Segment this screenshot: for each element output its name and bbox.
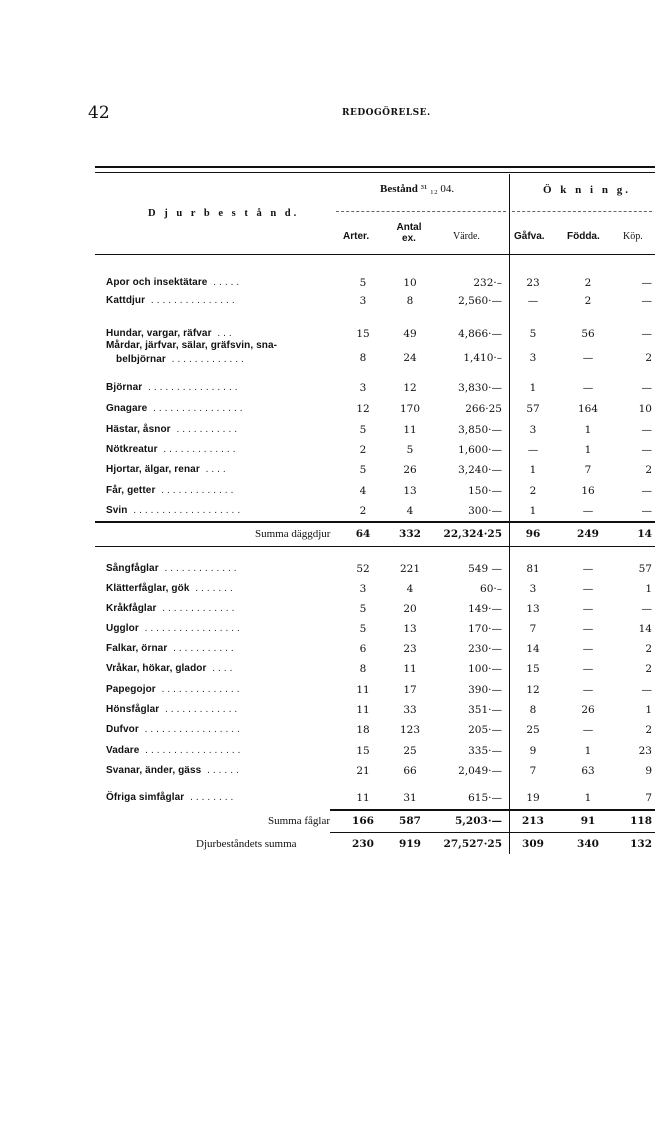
mammal-row-antal: 170 <box>399 403 421 415</box>
table-row <box>0 622 672 640</box>
mammal-row-varde: 300·— <box>468 505 502 517</box>
mammal-row-antal: 26 <box>403 464 417 476</box>
mammal-row-fodda: — <box>582 382 594 394</box>
bird-row-varde: 615·— <box>468 792 502 804</box>
mammal-row-fodda: — <box>582 352 594 364</box>
mammal-row-kop: 10 <box>638 403 652 415</box>
mammal-row-kop: 2 <box>645 464 652 476</box>
bird-row-varde: 230·— <box>468 643 502 655</box>
stock-date: ³¹ ₁₂ 04. <box>420 183 455 195</box>
mammal-row-gafva: 57 <box>526 403 540 415</box>
table-row <box>0 381 672 399</box>
mammal-row-varde: 4,866·— <box>458 328 502 340</box>
mammal-row-gafva: 1 <box>529 505 537 517</box>
mammal-row-fodda: 56 <box>581 328 595 340</box>
bird-row-varde: 549 — <box>468 563 502 575</box>
bird-row-antal: 17 <box>403 684 417 696</box>
table-row <box>0 791 672 809</box>
mammal-row-varde: 3,830·— <box>458 382 502 394</box>
total-arter: 230 <box>352 838 374 850</box>
birds-sum-row <box>0 814 672 832</box>
table-row <box>0 443 672 461</box>
mammal-row-antal: 24 <box>403 352 417 364</box>
table-row <box>0 402 672 420</box>
bird-row-gafva: 14 <box>526 643 540 655</box>
bird-row-kop: 23 <box>638 745 652 757</box>
bird-row-gafva: 8 <box>529 704 537 716</box>
bird-row-arter: 6 <box>359 643 367 655</box>
mammals-sum-rule <box>95 521 655 523</box>
bird-row-arter: 8 <box>359 663 367 675</box>
bird-row-antal: 13 <box>403 623 417 635</box>
bird-row-fodda: 26 <box>581 704 595 716</box>
mammal-row-antal: 5 <box>406 444 414 456</box>
table-row <box>0 423 672 441</box>
bird-row-gafva: 3 <box>529 583 537 595</box>
total-gafva: 309 <box>522 838 544 850</box>
table-row <box>0 327 672 345</box>
bird-row-antal: 31 <box>403 792 417 804</box>
bird-row-fodda: — <box>582 603 594 615</box>
mammal-row-arter: 2 <box>359 444 367 456</box>
mammal-row-varde: 266·25 <box>465 403 502 415</box>
bird-row-name: Vråkar, hökar, glador .... <box>106 663 236 674</box>
mammal-row-fodda: 1 <box>584 424 592 436</box>
table-top-rule-thin <box>95 172 655 173</box>
mammal-row-kop: — <box>641 505 652 517</box>
bird-row-fodda: — <box>582 623 594 635</box>
mammal-row-varde: 150·— <box>468 485 502 497</box>
mammal-row-gafva: — <box>527 295 539 307</box>
birds-sum-kop: 118 <box>630 815 652 827</box>
bird-row-name: Papegojor .............. <box>106 684 243 695</box>
page-number: 42 <box>88 103 110 123</box>
total-label: Djurbeståndets summa <box>196 838 297 850</box>
mammal-row-gafva: 1 <box>529 464 537 476</box>
mammal-row-gafva: — <box>527 444 539 456</box>
bird-row-varde: 149·— <box>468 603 502 615</box>
mammal-row-name: Svin ................... <box>106 505 244 516</box>
bird-row-arter: 11 <box>356 704 370 716</box>
table-row <box>0 562 672 580</box>
table-row <box>0 723 672 741</box>
mammal-row-kop: — <box>641 444 652 456</box>
mammal-row-gafva: 3 <box>529 424 537 436</box>
total-row <box>0 837 672 855</box>
mammal-row-varde: 232·– <box>473 277 502 289</box>
table-row <box>0 683 672 701</box>
bird-row-kop: 1 <box>645 704 652 716</box>
bird-row-arter: 52 <box>356 563 370 575</box>
total-kop: 132 <box>630 838 652 850</box>
bird-row-kop: — <box>641 684 652 696</box>
bird-row-varde: 335·— <box>468 745 502 757</box>
mammal-row-antal: 11 <box>403 424 417 436</box>
birds-sum-antal: 587 <box>399 815 421 827</box>
bird-row-name: Falkar, örnar ........... <box>106 643 237 654</box>
table-row <box>0 484 672 502</box>
bird-row-gafva: 7 <box>529 765 537 777</box>
bird-row-gafva: 19 <box>526 792 540 804</box>
mammals-sum-arter: 64 <box>355 528 371 540</box>
mammal-row-gafva: 23 <box>526 277 540 289</box>
mammal-row-varde: 3,240·— <box>458 464 502 476</box>
mammal-row-antal: 12 <box>403 382 417 394</box>
mammal-row-arter: 12 <box>356 403 370 415</box>
bird-row-arter: 18 <box>356 724 370 736</box>
bird-row-arter: 15 <box>356 745 370 757</box>
birds-sum-bottom-rule <box>330 832 655 833</box>
bird-row-fodda: — <box>582 684 594 696</box>
bird-row-kop: 57 <box>638 563 652 575</box>
mammal-row-kop: — <box>641 277 652 289</box>
col-kop: Köp. <box>623 231 643 242</box>
bird-row-arter: 5 <box>359 623 367 635</box>
mammals-sum-bottom-rule <box>95 546 655 547</box>
birds-sum-label: Summa fåglar <box>268 815 331 827</box>
bird-row-kop: 1 <box>645 583 652 595</box>
bird-row-fodda: — <box>582 563 594 575</box>
mammal-row-gafva: 2 <box>529 485 537 497</box>
mammal-row-kop: — <box>641 485 652 497</box>
birds-sum-rule <box>330 809 655 811</box>
bird-row-antal: 25 <box>403 745 417 757</box>
mammal-row-varde: 1,600·— <box>458 444 502 456</box>
bird-row-fodda: — <box>582 724 594 736</box>
bird-row-kop: 2 <box>645 724 652 736</box>
col-antal: Antal ex. <box>396 222 422 244</box>
bird-row-antal: 11 <box>403 663 417 675</box>
table-row <box>0 744 672 762</box>
col-gafva: Gåfva. <box>514 231 545 242</box>
table-top-rule <box>95 166 655 168</box>
mammal-row-arter: 4 <box>359 485 367 497</box>
table-row <box>0 504 672 522</box>
bird-row-gafva: 25 <box>526 724 540 736</box>
mammal-row-varde: 1,410·– <box>463 352 502 364</box>
bird-row-fodda: — <box>582 663 594 675</box>
mammals-sum-kop: 14 <box>637 528 652 540</box>
mammal-row-arter: 5 <box>359 464 367 476</box>
total-fodda: 340 <box>577 838 599 850</box>
mammal-row-name: Kattdjur ............... <box>106 295 238 306</box>
bird-row-name: Dufvor ................. <box>106 724 243 735</box>
mammal-row-arter: 3 <box>359 382 367 394</box>
bird-row-gafva: 9 <box>529 745 537 757</box>
bird-row-antal: 66 <box>403 765 417 777</box>
bird-row-varde: 100·— <box>468 663 502 675</box>
mammal-row-kop: 2 <box>645 352 652 364</box>
bird-row-varde: 351·— <box>468 704 502 716</box>
table-row <box>0 703 672 721</box>
mammal-row-name: Får, getter ............. <box>106 485 237 496</box>
mammal-row-arter: 2 <box>359 505 367 517</box>
mammal-row-fodda: 16 <box>581 485 595 497</box>
total-antal: 919 <box>399 838 421 850</box>
bird-row-kop: 2 <box>645 663 652 675</box>
bird-row-arter: 5 <box>359 603 367 615</box>
bird-row-antal: 20 <box>403 603 417 615</box>
mammals-sum-antal: 332 <box>399 528 421 540</box>
bird-row-name: Öfriga simfåglar ........ <box>106 792 237 803</box>
total-varde: 27,527·25 <box>443 838 502 850</box>
bird-row-fodda: — <box>582 583 594 595</box>
increase-title: Ö k n i n g. <box>543 184 631 196</box>
mammal-row-antal: 4 <box>406 505 414 517</box>
mammal-row-name: Nötkreatur ............. <box>106 444 239 455</box>
header-dash-right <box>512 211 652 212</box>
bird-row-arter: 3 <box>359 583 367 595</box>
bird-row-antal: 123 <box>399 724 421 736</box>
bird-row-kop: 14 <box>638 623 652 635</box>
mammal-row-name: Apor och insektätare ..... <box>106 277 243 288</box>
bird-row-varde: 60·– <box>480 583 502 595</box>
mammal-row-arter: 15 <box>356 328 370 340</box>
mammals-sum-gafva: 96 <box>525 528 541 540</box>
mammals-sum-row <box>0 527 672 545</box>
bird-row-kop: 9 <box>645 765 652 777</box>
table-row <box>0 642 672 660</box>
table-row <box>0 276 672 294</box>
col-fodda: Födda. <box>567 231 600 242</box>
mammal-row-gafva: 1 <box>529 382 537 394</box>
mammals-sum-label: Summa däggdjur <box>255 528 331 540</box>
table-row <box>0 463 672 481</box>
bird-row-kop: — <box>641 603 652 615</box>
col-arter: Arter. <box>343 231 370 242</box>
bird-row-name: Klätterfåglar, gök ....... <box>106 583 236 594</box>
bird-row-gafva: 7 <box>529 623 537 635</box>
bird-row-name: Svanar, änder, gäss ...... <box>106 765 242 776</box>
mammal-row-fodda: 2 <box>584 295 592 307</box>
mammal-row-fodda: 1 <box>584 444 592 456</box>
bird-row-kop: 2 <box>645 643 652 655</box>
birds-sum-gafva: 213 <box>522 815 544 827</box>
mammal-row-antal: 13 <box>403 485 417 497</box>
row-heading: D j u r b e s t å n d. <box>148 208 300 219</box>
bird-row-gafva: 13 <box>526 603 540 615</box>
bird-row-antal: 23 <box>403 643 417 655</box>
mammal-row-fodda: — <box>582 505 594 517</box>
mammal-row-name: Mårdar, järfvar, sälar, gräfsvin, sna- belbjörnar ............. <box>106 340 278 365</box>
bird-row-gafva: 15 <box>526 663 540 675</box>
bird-row-name: Sångfåglar ............. <box>106 563 240 574</box>
mammal-row-fodda: 2 <box>584 277 592 289</box>
table-row <box>0 294 672 312</box>
running-head: REDOGÖRELSE. <box>342 108 431 118</box>
mammal-row-name: Hästar, åsnor ........... <box>106 424 241 435</box>
bird-row-varde: 205·— <box>468 724 502 736</box>
mammals-sum-fodda: 249 <box>577 528 599 540</box>
bird-row-antal: 221 <box>399 563 421 575</box>
table-row <box>0 602 672 620</box>
mammal-row-kop: — <box>641 328 652 340</box>
bird-row-antal: 33 <box>403 704 417 716</box>
mammal-row-fodda: 164 <box>577 403 599 415</box>
col-varde: Värde. <box>453 231 480 242</box>
bird-row-varde: 390·— <box>468 684 502 696</box>
bird-row-fodda: 1 <box>584 792 592 804</box>
mammal-row-kop: — <box>641 382 652 394</box>
bird-row-gafva: 81 <box>526 563 540 575</box>
table-row <box>0 662 672 680</box>
header-bottom-rule <box>95 254 655 255</box>
mammal-row-antal: 49 <box>403 328 417 340</box>
mammal-row-name: Gnagare ................ <box>106 403 246 414</box>
mammal-row-kop: — <box>641 295 652 307</box>
bird-row-name: Kråkfåglar ............. <box>106 603 238 614</box>
mammal-row-fodda: 7 <box>584 464 592 476</box>
mammal-row-name: Hjortar, älgar, renar .... <box>106 464 229 475</box>
bird-row-name: Ugglor ................. <box>106 623 243 634</box>
table-row <box>0 582 672 600</box>
bird-row-name: Hönsfåglar ............. <box>106 704 241 715</box>
mammal-row-arter: 5 <box>359 424 367 436</box>
stock-title: Bestånd <box>380 183 418 195</box>
mammals-sum-varde: 22,324·25 <box>443 528 502 540</box>
mammal-row-varde: 2,560·— <box>458 295 502 307</box>
birds-sum-varde: 5,203·— <box>454 815 502 827</box>
bird-row-arter: 11 <box>356 684 370 696</box>
mammal-row-gafva: 3 <box>529 352 537 364</box>
mammal-row-arter: 5 <box>359 277 367 289</box>
mammal-row-arter: 8 <box>359 352 367 364</box>
birds-sum-fodda: 91 <box>580 815 596 827</box>
mammal-row-name: Björnar ................ <box>106 382 241 393</box>
bird-row-antal: 4 <box>406 583 414 595</box>
bird-row-varde: 170·— <box>468 623 502 635</box>
bird-row-fodda: — <box>582 643 594 655</box>
table-row <box>0 764 672 782</box>
mammal-row-name: Hundar, vargar, räfvar ... <box>106 328 235 339</box>
mammal-row-antal: 8 <box>406 295 414 307</box>
bird-row-varde: 2,049·— <box>458 765 502 777</box>
bird-row-fodda: 63 <box>581 765 595 777</box>
bird-row-gafva: 12 <box>526 684 540 696</box>
bird-row-kop: 7 <box>645 792 652 804</box>
mammal-row-kop: — <box>641 424 652 436</box>
bird-row-name: Vadare ................. <box>106 745 244 756</box>
bird-row-arter: 11 <box>356 792 370 804</box>
mammal-row-arter: 3 <box>359 295 367 307</box>
header-dash-left <box>336 211 506 212</box>
mammal-row-gafva: 5 <box>529 328 537 340</box>
mammal-row-antal: 10 <box>403 277 417 289</box>
bird-row-arter: 21 <box>356 765 370 777</box>
birds-sum-arter: 166 <box>352 815 374 827</box>
table-row <box>0 340 672 369</box>
bird-row-fodda: 1 <box>584 745 592 757</box>
mammal-row-varde: 3,850·— <box>458 424 502 436</box>
